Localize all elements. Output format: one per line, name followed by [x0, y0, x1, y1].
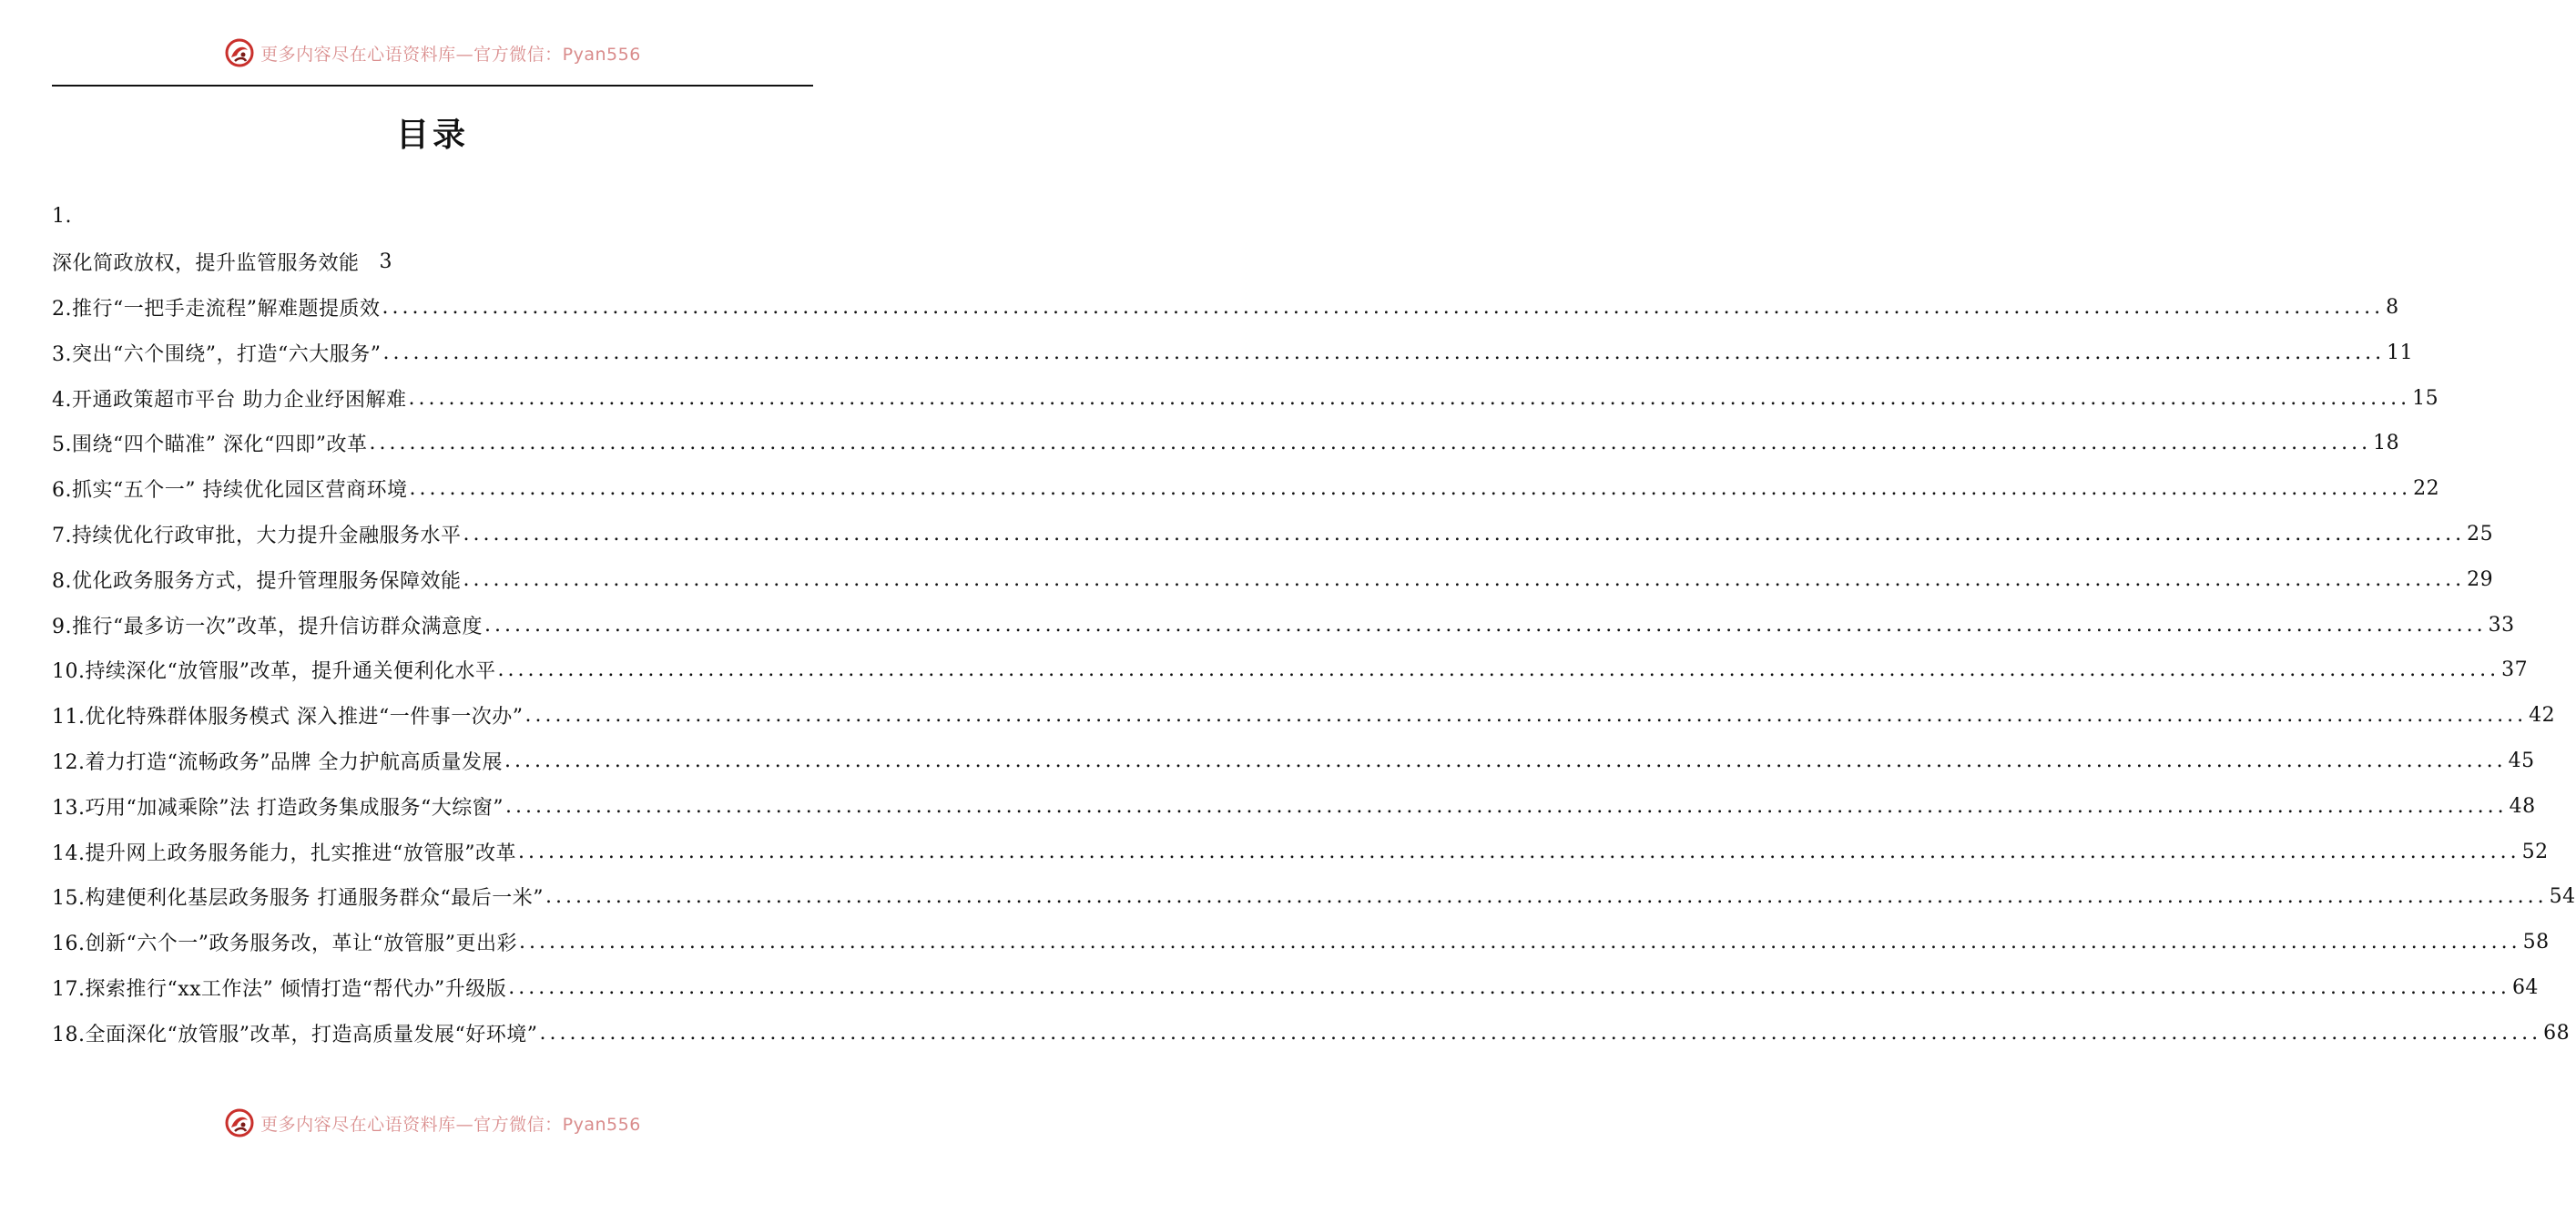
toc-page-number: 8: [2386, 295, 2399, 319]
toc-entry-title: 18.全面深化“放管服”改革，打造高质量发展“好环境”: [52, 1023, 538, 1046]
toc-entry[interactable]: [52, 920, 2550, 965]
toc-entry-title: 10.持续深化“放管服”改革，提升通关便利化水平: [52, 660, 496, 684]
toc-dot-leader: ........................................................................................................................................................................................................: [508, 975, 2510, 999]
toc-entry-title: 13.巧用“加减乘除”法 打造政务集成服务“大综窗”: [52, 796, 504, 820]
toc-entry-title: 16.创新“六个一”政务服务改，革让“放管服”更出彩: [52, 933, 517, 956]
toc-entry[interactable]: [52, 1010, 2571, 1056]
toc-entry[interactable]: [52, 602, 2515, 648]
toc-dot-leader: ........................................................................................................................................................................................................: [382, 295, 2385, 319]
toc-entry[interactable]: [52, 648, 2529, 693]
toc-entry-title: 2.推行“一把手走流程”解难题提质效: [52, 297, 381, 321]
toc-entry[interactable]: [52, 874, 2576, 920]
toc-entry-title: 11.优化特殊群体服务模式 深入推进“一件事一次办”: [52, 706, 524, 729]
toc-entry[interactable]: [52, 285, 2399, 331]
toc-entry-title: 12.着力打造“流畅政务”品牌 全力护航高质量发展: [52, 750, 503, 774]
red-swirl-logo-icon: [224, 1107, 255, 1138]
toc-dot-leader: ........................................................................................................................................................................................................: [409, 477, 2412, 501]
toc-dot-leader: ........................................................................................................................................................................................................: [463, 522, 2466, 546]
toc-entry[interactable]: [52, 739, 2535, 784]
toc-entry-title: 5.围绕“四个瞄准” 深化“四即”改革: [52, 434, 368, 457]
toc-dot-leader: ........................................................................................................................................................................................................: [504, 749, 2507, 772]
toc-dot-leader: ........................................................................................................................................................................................................: [518, 931, 2521, 954]
toc-number-line: [52, 194, 813, 240]
toc-page-number: 3: [379, 250, 393, 274]
toc-page-number: 45: [2508, 749, 2535, 772]
footer-banner: [0, 1105, 865, 1141]
toc-dot-leader: ........................................................................................................................................................................................................: [382, 341, 2386, 364]
toc-dot-leader: ........................................................................................................................................................................................................: [408, 386, 2411, 410]
toc-entry[interactable]: [52, 421, 2400, 466]
toc-dot-leader: ........................................................................................................................................................................................................: [545, 885, 2548, 909]
toc-entry[interactable]: [52, 783, 2536, 829]
header-banner: [0, 35, 865, 71]
toc-page-number: 11: [2387, 341, 2414, 364]
toc-entry[interactable]: [52, 330, 2414, 375]
toc-page-number: 68: [2543, 1021, 2571, 1045]
toc-page-number: 64: [2511, 975, 2539, 999]
toc-entry-title: 9.推行“最多访一次”改革，提升信访群众满意度: [52, 615, 483, 638]
toc-page-number: 33: [2488, 613, 2515, 637]
header-banner-text: 更多内容尽在心语资料库—官方微信：Pyan556: [260, 44, 641, 65]
toc-entry[interactable]: [52, 375, 2439, 421]
toc-entry[interactable]: [52, 512, 2494, 557]
toc-entry-title: 3.突出“六个围绕”，打造“六大服务”: [52, 342, 382, 366]
red-swirl-logo-icon: [224, 37, 255, 68]
toc-dot-leader: ........................................................................................................................................................................................................: [539, 1021, 2542, 1045]
toc-entry[interactable]: [52, 240, 813, 285]
toc-entry[interactable]: [52, 965, 2539, 1011]
toc-page-number: 25: [2467, 522, 2494, 546]
toc-entry-title: 14.提升网上政务服务能力，扎实推进“放管服”改革: [52, 842, 516, 865]
toc-page-number: 48: [2509, 794, 2536, 818]
toc-dot-leader: ........................................................................................................................................................................................................: [497, 658, 2500, 682]
toc-page-number: 29: [2467, 567, 2494, 591]
toc-dot-leader: ........................................................................................................................................................................................................: [517, 840, 2520, 863]
toc-dot-leader: ........................................................................................................................................................................................................: [463, 567, 2466, 591]
toc-dot-leader: ........................................................................................................................................................................................................: [504, 794, 2508, 818]
header-divider: [52, 85, 813, 87]
toc-entry-title: 4.开通政策超市平台 助力企业纾困解难: [52, 388, 407, 412]
toc-entry-title: 7.持续优化行政审批，大力提升金融服务水平: [52, 524, 462, 547]
toc-entry-title: 深化简政放权，提升监管服务效能: [52, 252, 360, 276]
toc-page-number: 22: [2413, 477, 2440, 501]
toc-dot-leader: ........................................................................................................................................................................................................: [369, 432, 2372, 455]
toc-entry[interactable]: [52, 829, 2549, 874]
toc-entry[interactable]: [52, 466, 2440, 512]
footer-banner-text: 更多内容尽在心语资料库—官方微信：Pyan556: [260, 1114, 641, 1135]
toc-entry[interactable]: [52, 693, 2556, 739]
table-of-contents: [52, 194, 2576, 1056]
toc-page-number: 52: [2521, 840, 2549, 863]
toc-page-number: 42: [2529, 704, 2556, 728]
toc-entry-title: 15.构建便利化基层政务服务 打通服务群众“最后一米”: [52, 887, 544, 911]
toc-entry-title: 8.优化政务服务方式，提升管理服务保障效能: [52, 569, 462, 593]
toc-dot-leader: ........................................................................................................................................................................................................: [484, 613, 2487, 637]
toc-entry-title: 17.探索推行“xx工作法” 倾情打造“帮代办”升级版: [52, 977, 507, 1001]
toc-page-number: 37: [2501, 658, 2529, 682]
toc-number: 1.: [52, 205, 72, 229]
toc-entry[interactable]: [52, 556, 2494, 602]
toc-page-number: 54: [2549, 885, 2576, 909]
toc-dot-leader: ........................................................................................................................................................................................................: [524, 704, 2528, 728]
toc-page-number: 15: [2412, 386, 2439, 410]
toc-page-number: 18: [2373, 432, 2400, 455]
toc-page-number: 58: [2522, 931, 2550, 954]
toc-entry-title: 6.抓实“五个一” 持续优化园区营商环境: [52, 479, 408, 503]
page-title: 目录: [395, 116, 469, 154]
